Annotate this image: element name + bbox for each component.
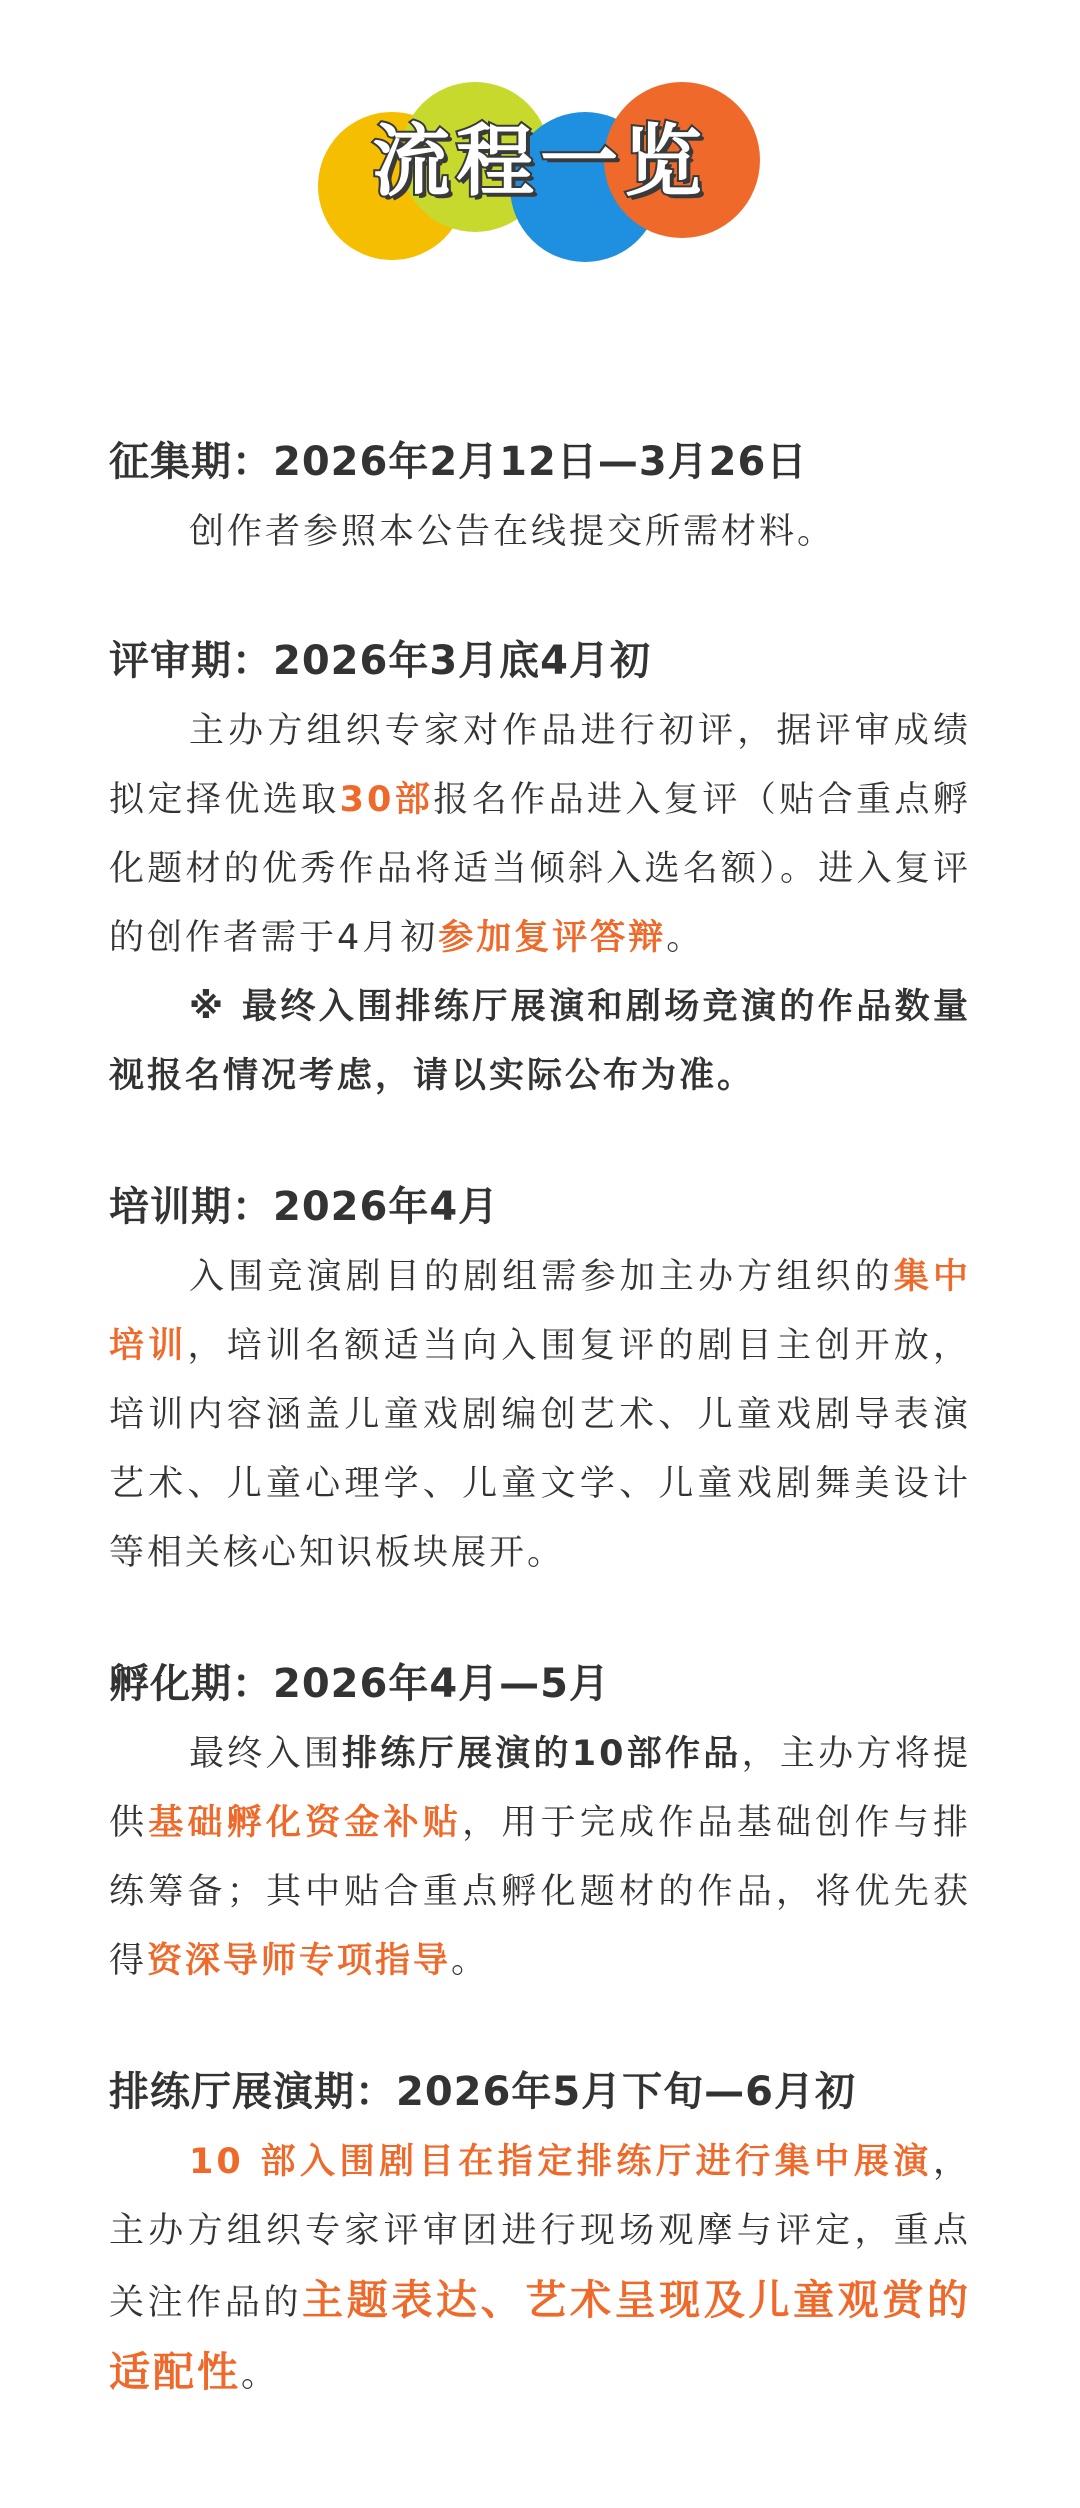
training-highlight: 集中培训: [109, 1257, 971, 1366]
incubation-highlight-funding: 基础孵化资金补贴: [148, 1803, 463, 1843]
review-highlight-defense: 参加复评答辩: [438, 918, 667, 958]
section-title-incubation: 孵化期：2026年4月—5月: [109, 1661, 610, 1707]
showcase-highlight-intro: 10 部入围剧目在指定排练厅进行集中展演: [189, 2142, 933, 2182]
section-rehearsal-showcase: [109, 2062, 971, 2410]
section-title-rehearsal-showcase: 排练厅展演期：2026年5月下旬—6月初: [109, 2069, 856, 2115]
timeline-content: [109, 432, 971, 2410]
showcase-highlight-focus: 主题表达、艺术呈现及儿童观赏的适配性: [109, 2276, 971, 2396]
incubation-text-part: 最终入围: [189, 1734, 343, 1774]
review-text-part: 报名作品进入复评（贴合重点孵化题材的优秀作品将适当倾斜入选名额）。进入复评的创作者需于4月初: [109, 780, 971, 958]
showcase-text-part: 。: [241, 2355, 280, 2395]
page-title: 流程一览: [371, 117, 708, 207]
section-collection: [109, 432, 971, 567]
header-banner: [0, 0, 1080, 280]
training-text-part: ，培训名额适当向入围复评的剧目主创开放，培训内容涵盖儿童戏剧编创艺术、儿童戏剧导表演艺术、儿童心理学、儿童文学、儿童戏剧舞美设计等相关核心知识板块展开。: [109, 1326, 971, 1573]
showcase-text-part: ，主办方组织专家评审团进行现场观摩与评定，重点关注作品的: [109, 2142, 971, 2323]
section-text-training: [109, 1243, 971, 1588]
section-title-training: 培训期：2026年4月: [109, 1184, 500, 1230]
incubation-text-part: ，用于完成作品基础创作与排练筹备；其中贴合重点孵化题材的作品，将优先获得: [109, 1803, 971, 1981]
section-review: [109, 631, 971, 1111]
incubation-bold-works: 排练厅展演的10部作品: [342, 1734, 742, 1774]
incubation-text-part: ，主办方将提供: [109, 1734, 971, 1843]
section-text-collection: 创作者参照本公告在线提交所需材料。: [189, 512, 836, 552]
review-text-part: 主办方组织专家对作品进行初评，据评审成绩拟定择优选取: [109, 711, 971, 820]
section-title-collection: 征集期：2026年2月12日—3月26日: [109, 439, 808, 485]
review-highlight-count: 30部: [339, 780, 434, 820]
incubation-text-part: 。: [451, 1941, 490, 1981]
section-incubation: [109, 1654, 971, 1996]
section-text-incubation: [109, 1720, 971, 1996]
training-text-part: 入围竞演剧目的剧组需参加主办方组织的: [189, 1257, 894, 1297]
section-title-review: 评审期：2026年3月底4月初: [109, 638, 651, 684]
review-note: ※ 最终入围排练厅展演和剧场竞演的作品数量视报名情况考虑，请以实际公布为准。: [109, 987, 971, 1096]
section-training: [109, 1177, 971, 1588]
section-text-review: [109, 697, 971, 973]
incubation-highlight-mentor: 资深导师专项指导: [147, 1941, 452, 1981]
review-text-part: 。: [666, 918, 705, 958]
section-text-rehearsal-showcase: [109, 2128, 971, 2410]
